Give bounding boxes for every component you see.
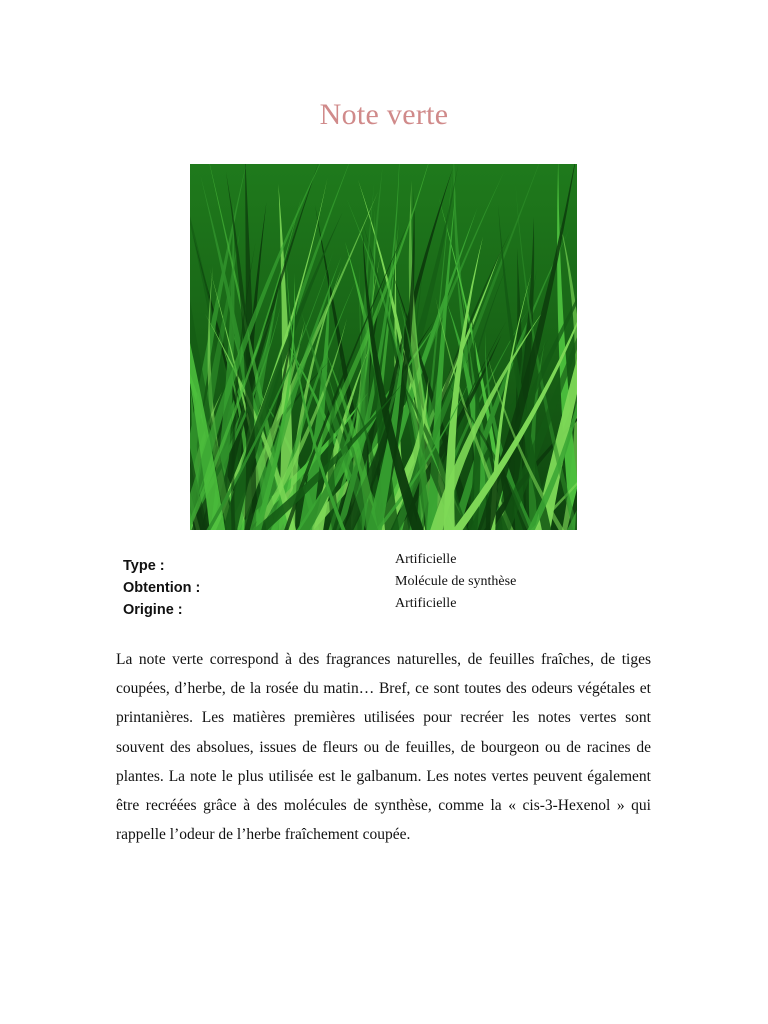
field-label-origine: Origine : [123,602,183,618]
field-values [395,549,516,615]
field-value-obtention: Molécule de synthèse [395,574,517,589]
grass-image [190,164,577,530]
field-labels [123,555,200,621]
description-paragraph: La note verte correspond à des fragrances naturelles, de feuilles fraîches, de tiges coupées, d’herbe, de la rosée du matin… Bref, ce sont toutes des odeurs végétales et printanières. Les matières premières utilisées pour recréer les notes vertes sont souvent des absolues, issues de fleurs ou de feuilles, de bourgeon ou de racines de plantes. La note le plus utilisée est le galbanum. Les notes vertes peuvent également être recréées grâce à des molécules de synthèse, comme la « cis-3-Hexenol » qui rappelle l’odeur de l’herbe fraîchement coupée. [116,651,651,844]
document-title: Note verte [319,98,449,131]
field-label-type: Type : [123,558,165,574]
field-value-type: Artificielle [395,552,457,567]
field-label-obtention: Obtention : [123,580,201,596]
grass-photo [190,164,577,530]
field-value-origine: Artificielle [395,596,457,611]
